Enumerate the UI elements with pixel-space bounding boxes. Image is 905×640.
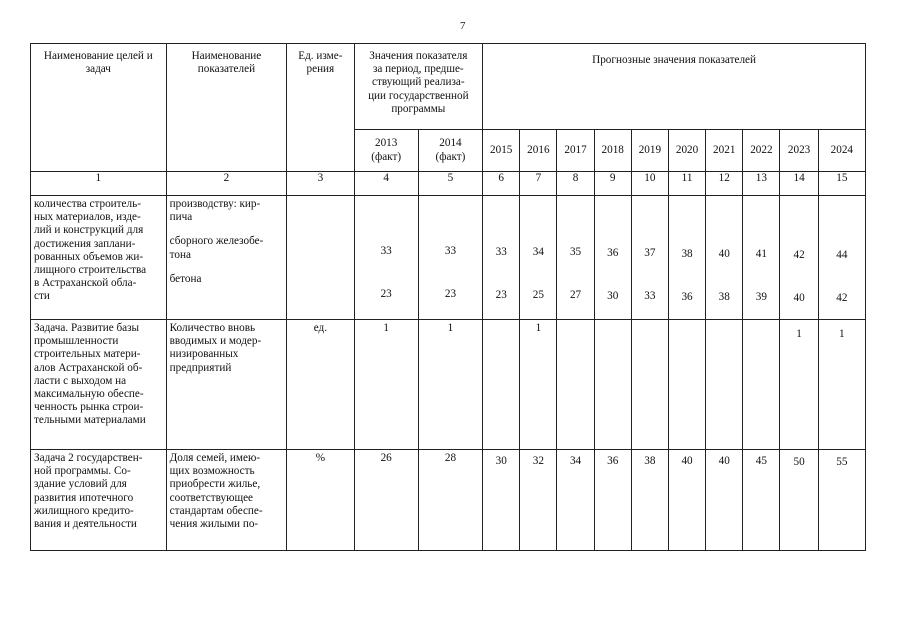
- value-cell: 50: [780, 450, 818, 551]
- value-cell: [780, 196, 818, 320]
- year-2019: 2019: [631, 130, 668, 172]
- value-cell: 45: [743, 450, 780, 551]
- year-2015: 2015: [483, 130, 520, 172]
- value-cell: [668, 320, 705, 450]
- year-2016: 2016: [520, 130, 557, 172]
- year-2013: 2013 (факт): [354, 130, 418, 172]
- col-number: 11: [668, 172, 705, 196]
- value: 23: [495, 289, 507, 301]
- value: 34: [532, 246, 544, 258]
- value: 33: [444, 245, 457, 257]
- year-2014: 2014 (факт): [418, 130, 482, 172]
- col-number: 3: [287, 172, 354, 196]
- value-cell: [557, 196, 594, 320]
- value-cell: 28: [418, 450, 482, 551]
- goal-cell: Задача 2 государствен- ной программы. Со- здание условий для развития ипотечного жилищного кредито- вания и деятельности: [31, 450, 167, 551]
- value: 39: [755, 291, 767, 303]
- value-cell: 38: [631, 450, 668, 551]
- value-cell: 26: [354, 450, 418, 551]
- value: 38: [681, 248, 693, 260]
- value-cell: 1: [520, 320, 557, 450]
- value: 42: [836, 292, 848, 304]
- value: 33: [380, 245, 392, 257]
- col-number: 1: [31, 172, 167, 196]
- indicators-table: [30, 43, 866, 551]
- value-cell: [594, 196, 631, 320]
- year-2017: 2017: [557, 130, 594, 172]
- value: 27: [569, 289, 582, 301]
- value: 36: [607, 247, 619, 259]
- value-cell: 40: [706, 450, 743, 551]
- year-2020: 2020: [668, 130, 705, 172]
- value-cell: 30: [483, 450, 520, 551]
- indicator-cell: [166, 196, 287, 320]
- value-cell: 55: [818, 450, 865, 551]
- indicator-line: сборного железобе- тона: [169, 235, 264, 261]
- header-forecast: Прогнозные значения показателей: [483, 44, 866, 130]
- value-cell: [743, 320, 780, 450]
- col-number: 8: [557, 172, 594, 196]
- indicator-prefix: производству: кир- пича: [169, 198, 261, 224]
- value-cell: 34: [557, 450, 594, 551]
- value-cell: [594, 320, 631, 450]
- col-number: 14: [780, 172, 818, 196]
- header-prev-values: Значения показателя за период, предше- ствующий реализа- ции государственной программы: [354, 44, 483, 130]
- value-cell: [418, 196, 482, 320]
- col-number: 4: [354, 172, 418, 196]
- value-cell: [557, 320, 594, 450]
- value-cell: 1: [354, 320, 418, 450]
- col-number: 6: [483, 172, 520, 196]
- value-cell: [483, 320, 520, 450]
- value-cell: 40: [668, 450, 705, 551]
- header-indicators: Наименование показателей: [166, 44, 287, 172]
- value-cell: 32: [520, 450, 557, 551]
- unit-cell: %: [287, 450, 354, 551]
- value: 33: [644, 290, 656, 302]
- value: 25: [532, 289, 544, 301]
- col-number: 2: [166, 172, 287, 196]
- value: 37: [644, 247, 656, 259]
- value-cell: [631, 196, 668, 320]
- value: 23: [444, 288, 457, 300]
- col-number: 10: [631, 172, 668, 196]
- value-cell: 1: [418, 320, 482, 450]
- value: 44: [836, 249, 848, 261]
- indicator-cell: Количество вновь вводимых и модер- низированных предприятий: [166, 320, 287, 450]
- col-number: 5: [418, 172, 482, 196]
- value-cell: 1: [780, 320, 818, 450]
- value-cell: 1: [818, 320, 865, 450]
- unit-cell: ед.: [287, 320, 354, 450]
- value: 40: [793, 292, 805, 304]
- header-goals: Наименование целей и задач: [31, 44, 167, 172]
- value-cell: [483, 196, 520, 320]
- year-2021: 2021: [706, 130, 743, 172]
- table-row: [31, 450, 866, 551]
- table-row: [31, 320, 866, 450]
- value-cell: [818, 196, 865, 320]
- value-cell: [706, 320, 743, 450]
- indicator-line: бетона: [169, 272, 202, 285]
- value-cell: [520, 196, 557, 320]
- value-cell: [743, 196, 780, 320]
- year-2022: 2022: [743, 130, 780, 172]
- page-number: 7: [460, 20, 466, 32]
- value-cell: [354, 196, 418, 320]
- indicator-cell: Доля семей, имею- щих возможность приобрести жилье, соответствующее стандартам обеспе- чения жилыми по-: [166, 450, 287, 551]
- col-number: 9: [594, 172, 631, 196]
- year-2024: 2024: [818, 130, 865, 172]
- value: 38: [718, 291, 730, 303]
- value: 33: [495, 246, 507, 258]
- value: 42: [793, 249, 805, 261]
- unit-cell: [287, 196, 354, 320]
- value-cell: 36: [594, 450, 631, 551]
- col-number: 15: [818, 172, 865, 196]
- table-row: [31, 196, 866, 320]
- value: 23: [380, 288, 392, 300]
- col-number: 12: [706, 172, 743, 196]
- value: 36: [681, 291, 693, 303]
- header-unit: Ед. изме- рения: [287, 44, 354, 172]
- col-number: 7: [520, 172, 557, 196]
- value: 41: [755, 248, 767, 260]
- value-cell: [668, 196, 705, 320]
- value: 35: [569, 246, 582, 258]
- value-cell: [706, 196, 743, 320]
- goal-cell: Задача. Развитие базы промышленности строительных матери- алов Астраханской об- ласти с выходом на максимальную обеспе- ченность рынка строи- тельными материалами: [31, 320, 167, 450]
- value: 30: [607, 290, 619, 302]
- year-2018: 2018: [594, 130, 631, 172]
- value: 40: [718, 248, 730, 260]
- value-cell: [631, 320, 668, 450]
- year-2023: 2023: [780, 130, 818, 172]
- goal-cell: количества строитель- ных материалов, изде- лий и конструкций для достижения заплани- рованных объемов жи- лищного строительства в Астраханской обла- сти: [31, 196, 167, 320]
- col-number: 13: [743, 172, 780, 196]
